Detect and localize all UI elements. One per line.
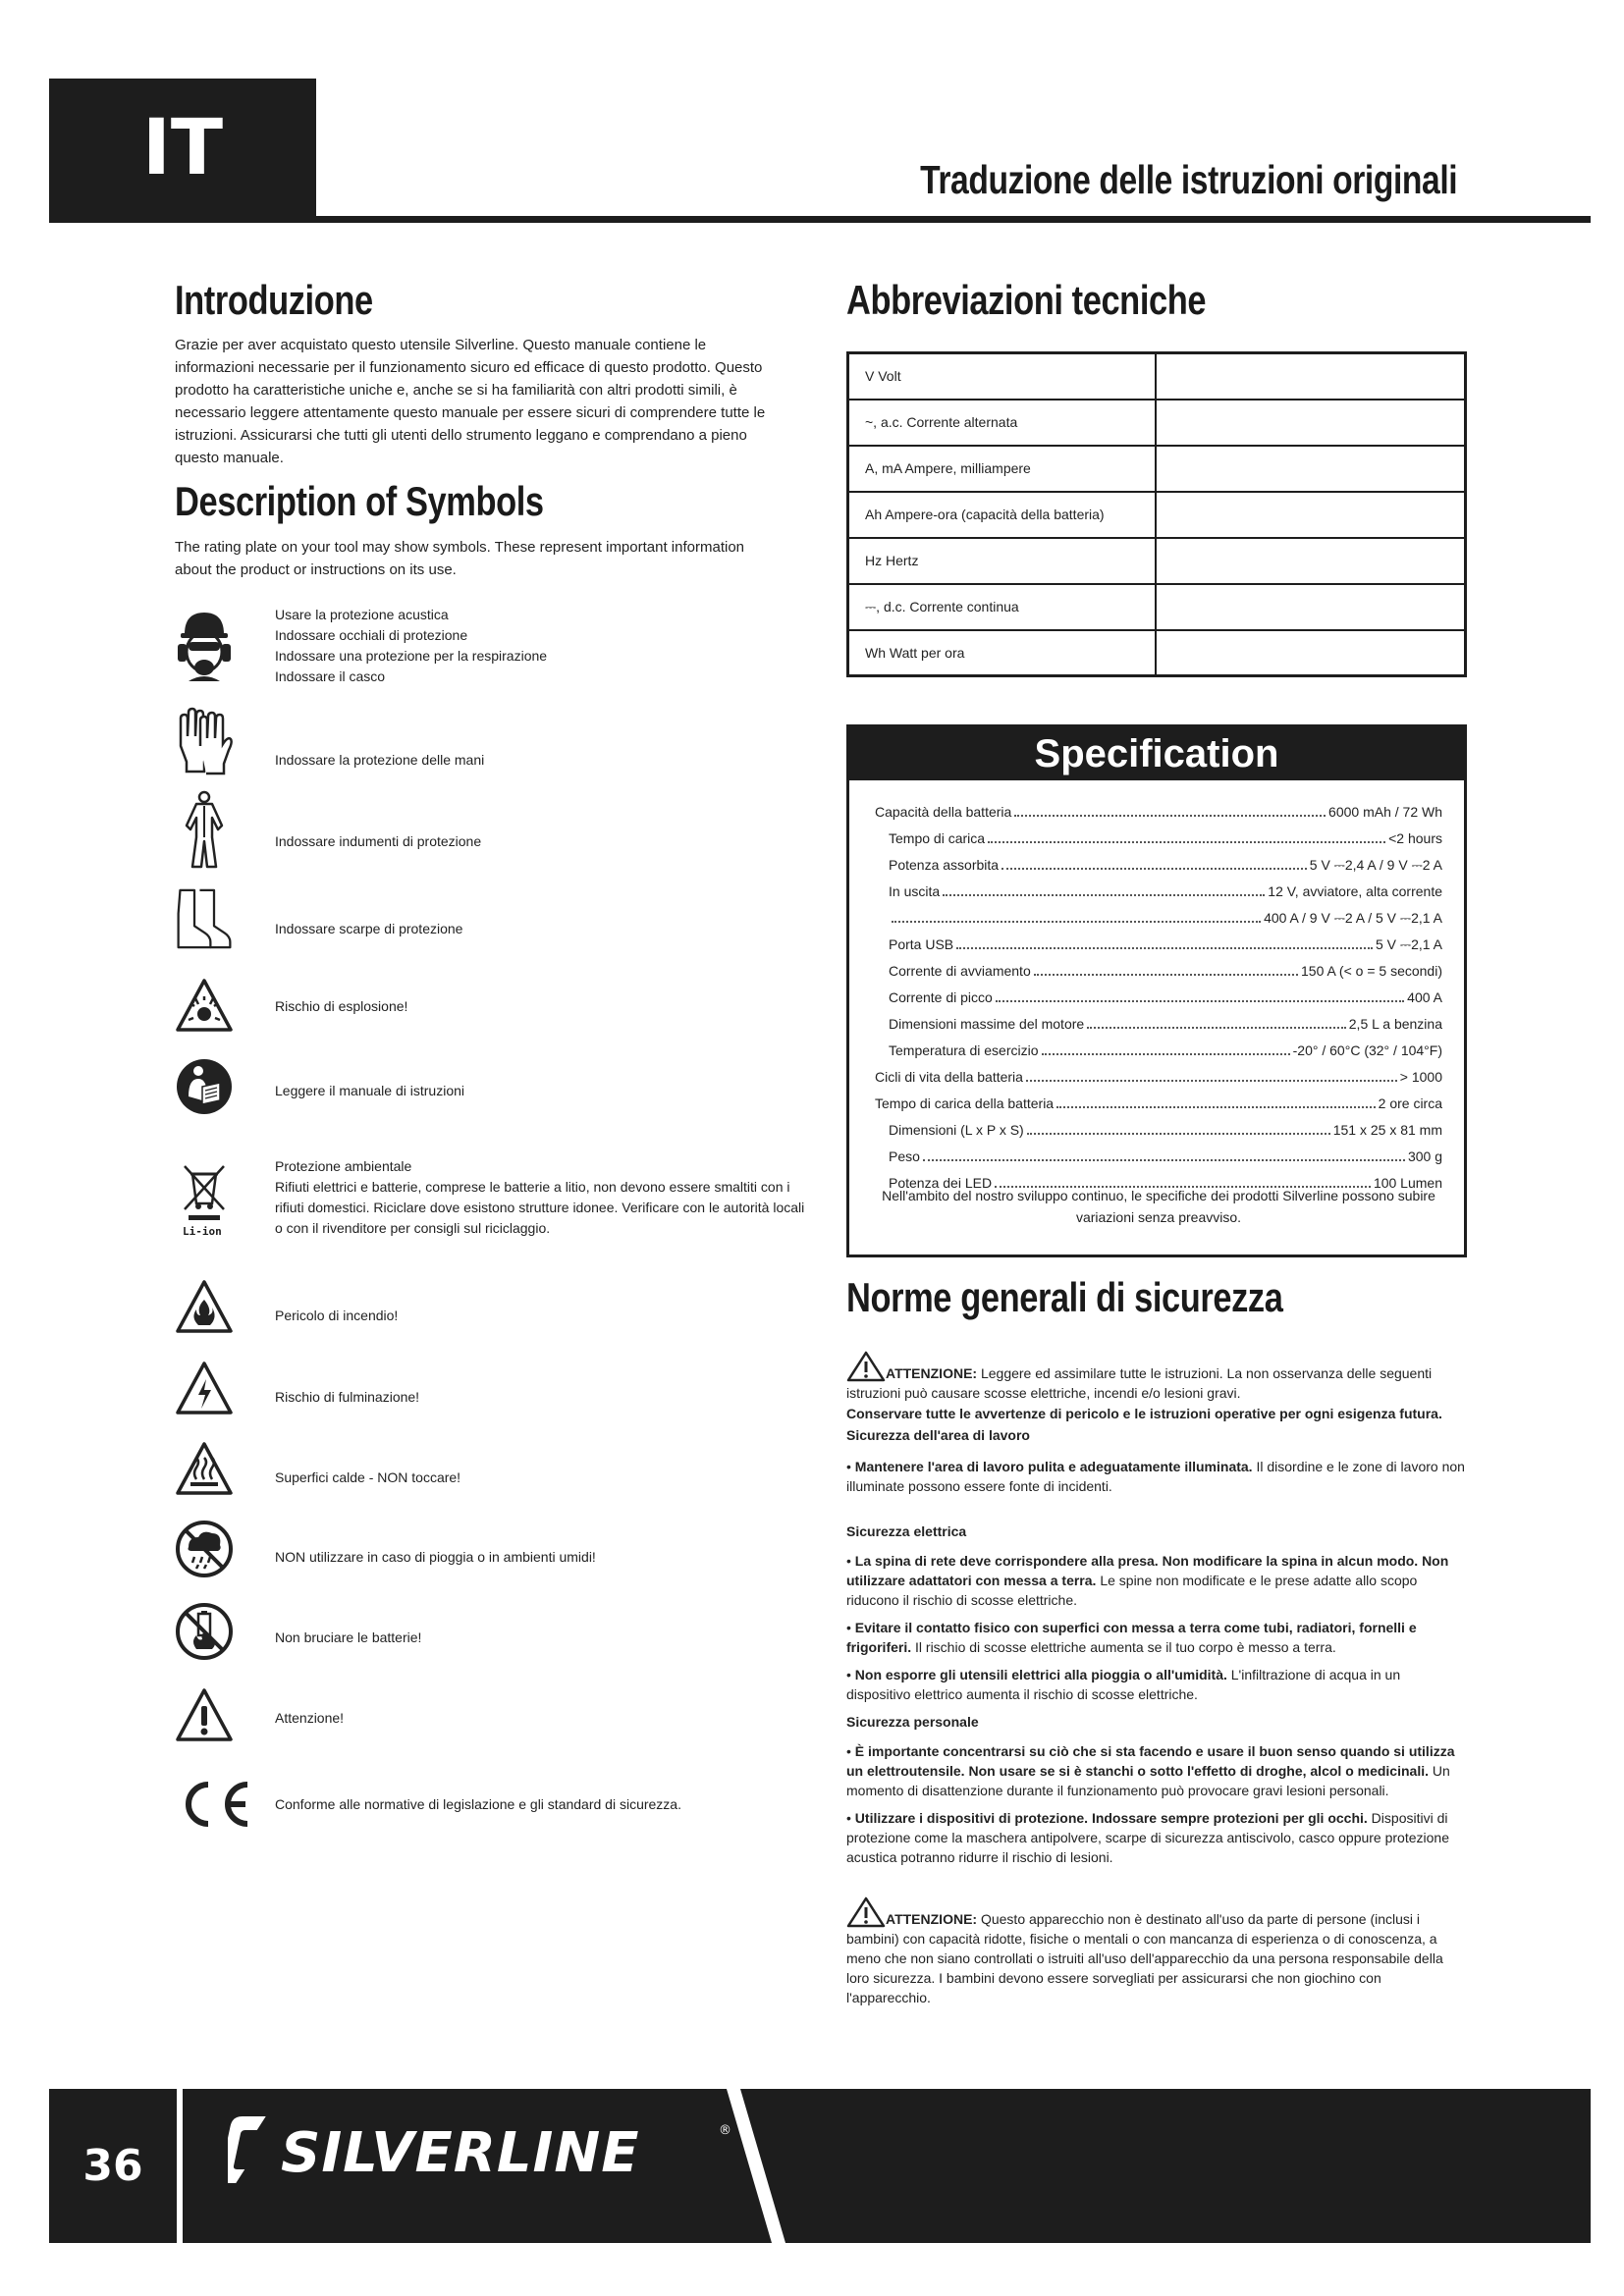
warning-paragraph: ATTENZIONE: Questo apparecchio non è destinato all'uso da parte di persone (inclusi i bambini) con capacità ridotte, fisiche o mentali o con mancanza di esperienza o di conoscenza, a meno che non siano controllati o istruiti all'uso dell'apparecchio da una persona responsabile della loro sicurezza. I bambini devono essere sorvegliati per assicurarsi che non giochino con l'apparecchio. [846, 1896, 1467, 2007]
table-row [848, 446, 1466, 492]
spec-label: Temperatura di esercizio [889, 1042, 1039, 1058]
electric-heading: Sicurezza elettrica [846, 1523, 967, 1539]
electric-warning-icon [175, 1360, 234, 1418]
empty-cell [1156, 400, 1466, 446]
spec-value: 5 V ⎓2,4 A / 9 V ⎓2 A [1309, 857, 1442, 873]
spec-value: 12 V, avviatore, alta corrente [1268, 883, 1442, 899]
page-title: Traduzione delle istruzioni originali [919, 157, 1457, 202]
warning-icon [846, 1351, 886, 1382]
spec-leader [1087, 1014, 1346, 1029]
symbol-text: Indossare scarpe di protezione [275, 921, 463, 936]
spec-row [875, 1094, 1442, 1113]
boots-icon [175, 883, 234, 954]
no-burn-battery-icon [175, 1602, 234, 1661]
no-rain-icon [175, 1520, 234, 1578]
spec-row [889, 881, 1442, 901]
abbrev-table [846, 351, 1467, 677]
ce-mark-icon [175, 1777, 253, 1832]
symbol-text: Indossare la protezione delle mani [275, 752, 485, 768]
spec-leader [1026, 1067, 1397, 1082]
page-number: 36 [82, 2141, 143, 2191]
spec-value: 6000 mAh / 72 Wh [1328, 804, 1442, 820]
symbol-text: Protezione ambientale Rifiuti elettrici e batterie, comprese le batterie a litio, non devono essere smaltiti con i rifiuti domestici. Riciclare dove esistono strutture idonee. Verificare con le autorità locali o con il rivenditore per consigli sul riciclaggio. [275, 1158, 805, 1236]
symbol-text: Usare la protezione acustica Indossare occhiali di protezione Indossare una protezione per la respirazione Indossare il casco [275, 607, 548, 684]
list-item: • Non esporre gli utensili elettrici alla pioggia o all'umidità. L'infiltrazione di acqua in un dispositivo elettrico aumenta il rischio di scosse elettriche. [846, 1667, 1401, 1702]
silverline-logo [228, 2110, 738, 2189]
read-manual-icon [175, 1057, 234, 1116]
symbols-heading: Description of Symbols [175, 478, 544, 524]
spec-value: 400 A [1407, 989, 1442, 1005]
symbol-text: Superfici calde - NON toccare! [275, 1469, 461, 1485]
personal-heading: Sicurezza personale [846, 1714, 979, 1730]
spec-leader [923, 1147, 1405, 1161]
spec-value: 300 g [1407, 1148, 1442, 1164]
symbol-text: Conforme alle normative di legislazione e gli standard di sicurezza. [275, 1796, 681, 1812]
fire-warning-icon [175, 1278, 234, 1337]
spec-value: 2 ore circa [1378, 1095, 1442, 1111]
spec-label: Dimensioni (L x P x S) [889, 1122, 1024, 1138]
abbrev-cell: Hz Hertz [848, 538, 1156, 584]
spec-value: > 1000 [1399, 1069, 1442, 1085]
spec-leader [996, 988, 1404, 1002]
intro-heading: Introduzione [175, 277, 373, 323]
abbrev-cell: ~, a.c. Corrente alternata [848, 400, 1156, 446]
registered-mark: ® [719, 2123, 731, 2138]
ppe-head-icon [175, 609, 234, 681]
work-area-heading: Sicurezza dell'area di lavoro [846, 1427, 1030, 1443]
empty-cell [1156, 630, 1466, 676]
explosion-warning-icon [175, 977, 234, 1036]
spec-leader [892, 908, 1261, 923]
spec-label: Peso [889, 1148, 920, 1164]
empty-cell [1156, 584, 1466, 630]
table-row [848, 630, 1466, 676]
spec-label: Tempo di carica della batteria [875, 1095, 1055, 1111]
warning-paragraph: ATTENZIONE: Leggere ed assimilare tutte le istruzioni. La non osservanza delle seguenti istruzioni può causare scosse elettriche, incendi e/o lesioni gravi. [846, 1351, 1467, 1403]
spec-label: Dimensioni massime del motore [889, 1016, 1085, 1032]
symbol-text: Rischio di fulminazione! [275, 1389, 420, 1405]
spec-value: 400 A / 9 V ⎓2 A / 5 V ⎓2,1 A [1264, 910, 1442, 926]
footer-divider [177, 2089, 183, 2243]
list-item: • Evitare il contatto fisico con superfici con messa a terra come tubi, radiatori, fornelli e frigoriferi. Il rischio di scosse elettriche aumenta se il tuo corpo è messo a terra. [846, 1620, 1417, 1655]
symbols-intro-text: The rating plate on your tool may show symbols. These represent important information about the product or instructions on its use. [175, 539, 745, 578]
spec-label: Porta USB [889, 936, 954, 952]
spec-value: -20° / 60°C (32° / 104°F) [1292, 1042, 1442, 1058]
abbrev-cell: Wh Watt per ora [848, 630, 1156, 676]
spec-value: <2 hours [1388, 830, 1442, 846]
empty-cell [1156, 353, 1466, 400]
intro-text: Grazie per aver acquistato questo utensile Silverline. Questo manuale contiene le informazioni necessarie per il funzionamento sicuro ed efficace di questo prodotto. Questo prodotto ha caratteristiche uniche e, anche se si ha familiarità con altri prodotti simili, è necessario leggere attentamente questo manuale per essere sicuri di comprendere tutte le istruzioni. Assicurarsi che tutti gli utenti dello strumento leggano e comprendano a pieno questo manuale. [175, 337, 766, 466]
table-row [848, 353, 1466, 400]
spec-row [875, 802, 1442, 822]
spec-leader [1027, 1120, 1330, 1135]
spec-value: 2,5 L a benzina [1348, 1016, 1442, 1032]
spec-leader [1056, 1094, 1376, 1108]
language-tab: IT [49, 79, 316, 218]
symbol-text: Leggere il manuale di istruzioni [275, 1083, 464, 1098]
spec-leader [1034, 961, 1298, 976]
keep-instructions: Conservare tutte le avvertenze di pericolo e le istruzioni operative per ogni esigenza futura. [846, 1406, 1442, 1421]
spec-label: Potenza dei LED [889, 1175, 993, 1191]
symbol-text: NON utilizzare in caso di pioggia o in ambienti umidi! [275, 1549, 596, 1565]
spec-row [889, 1120, 1442, 1140]
gloves-icon [175, 707, 234, 775]
spec-row [889, 1014, 1442, 1034]
empty-cell [1156, 492, 1466, 538]
spec-value: 100 Lumen [1373, 1175, 1442, 1191]
spec-row [889, 908, 1442, 928]
footer-slash-decoration [727, 2089, 785, 2243]
spec-row [889, 855, 1442, 875]
spec-label: Corrente di avviamento [889, 963, 1031, 979]
symbol-text: Rischio di esplosione! [275, 998, 408, 1014]
spec-row [889, 828, 1442, 848]
table-row [848, 400, 1466, 446]
symbol-text: Pericolo di incendio! [275, 1308, 399, 1323]
empty-cell [1156, 446, 1466, 492]
spec-label: Corrente di picco [889, 989, 993, 1005]
table-row [848, 538, 1466, 584]
abbrev-cell: A, mA Ampere, milliampere [848, 446, 1156, 492]
spec-label: In uscita [889, 883, 941, 899]
header-divider [49, 216, 1591, 223]
spec-row [889, 934, 1442, 954]
table-row [848, 492, 1466, 538]
abbrev-cell: Ah Ampere-ora (capacità della batteria) [848, 492, 1156, 538]
specification-heading: Specification [849, 727, 1464, 780]
li-ion-label: Li-ion [183, 1225, 222, 1238]
list-item: • È importante concentrarsi su ciò che si sta facendo e usare il buon senso quando si utilizza un elettroutensile. Non usare se si è stanchi o sotto l'effetto di droghe, alcol o medicinali. Un momento di disattenzione durante il funzionamento può provocare gravi lesioni personali. [846, 1743, 1455, 1798]
spec-leader [943, 881, 1265, 896]
spec-label: Cicli di vita della batteria [875, 1069, 1023, 1085]
spec-row [889, 988, 1442, 1007]
abbrev-cell: ⎓, d.c. Corrente continua [848, 584, 1156, 630]
spec-value: 5 V ⎓2,1 A [1376, 936, 1442, 952]
spec-label: Capacità della batteria [875, 804, 1012, 820]
spec-row [889, 961, 1442, 981]
specification-note: Nell'ambito del nostro sviluppo continuo, le specifiche dei prodotti Silverline possono subire variazioni senza preavviso. [882, 1188, 1435, 1225]
spec-leader [956, 934, 1373, 949]
list-item: • Utilizzare i dispositivi di protezione. Indossare sempre protezioni per gli occhi. Dispositivi di protezione come la maschera antipolvere, scarpe di sicurezza antiscivolo, casco oppure protezione acustica potranno ridurre il rischio di lesioni. [846, 1810, 1449, 1865]
spec-label: Potenza assorbita [889, 857, 1000, 873]
spec-row [875, 1067, 1442, 1087]
spec-leader [1001, 855, 1307, 870]
table-row [848, 584, 1466, 630]
spec-leader [1014, 802, 1326, 817]
list-item: • Mantenere l'area di lavoro pulita e adeguatamente illuminata. Il disordine e le zone di lavoro non illuminate possono essere fonte di incidenti. [846, 1459, 1465, 1494]
spec-row [889, 1147, 1442, 1166]
abbrev-heading: Abbreviazioni tecniche [846, 277, 1207, 323]
caution-icon [175, 1686, 234, 1745]
safety-heading: Norme generali di sicurezza [846, 1274, 1283, 1320]
abbrev-cell: V Volt [848, 353, 1156, 400]
spec-value: 151 x 25 x 81 mm [1332, 1122, 1442, 1138]
specification-box [846, 724, 1467, 1257]
symbol-text: Non bruciare le batterie! [275, 1629, 422, 1645]
empty-cell [1156, 538, 1466, 584]
symbol-text: Attenzione! [275, 1710, 345, 1726]
spec-value: 150 A (< o = 5 secondi) [1301, 963, 1442, 979]
spec-row [889, 1041, 1442, 1060]
list-item: • La spina di rete deve corrispondere alla presa. Non modificare la spina in alcun modo. Non utilizzare adattatori con messa a terra. Le spine non modificate e le prese adatte allo scopo riducono il rischio di scosse elettriche. [846, 1553, 1449, 1608]
brand-name: SILVERLINE [281, 2121, 640, 2185]
warning-icon [846, 1896, 886, 1928]
hot-surface-icon [175, 1440, 234, 1499]
spec-leader [1042, 1041, 1290, 1055]
coverall-icon [175, 790, 234, 869]
symbol-text: Indossare indumenti di protezione [275, 833, 482, 849]
spec-leader [988, 828, 1385, 843]
spec-label: Tempo di carica [889, 830, 986, 846]
